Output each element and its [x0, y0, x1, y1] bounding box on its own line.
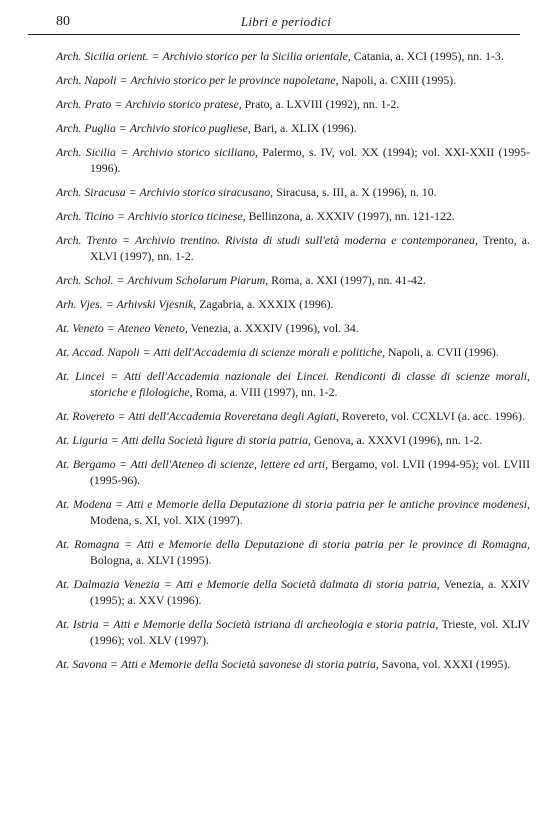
bibliography-entry — [56, 616, 530, 648]
entry-title: Ateneo Veneto, — [117, 321, 188, 335]
entry-title: Atti dell'Accademia Roveretana degli Agiati, — [128, 409, 339, 423]
bibliography-entry — [56, 272, 530, 288]
entry-title: Archivio storico siracusano, — [139, 185, 274, 199]
entry-title: Atti dell'Accademia di scienze morali e politiche, — [153, 345, 386, 359]
entry-publication-details: Napoli, a. CXIII (1995). — [341, 73, 457, 87]
entry-abbreviation: At. Veneto = — [56, 321, 115, 335]
entry-publication-details: Venezia, a. XXXIV (1996), vol. 34. — [190, 321, 359, 335]
bibliography-entry — [56, 576, 530, 608]
bibliography-entry — [56, 72, 530, 88]
entry-publication-details: Rovereto, vol. CCXLVI (a. acc. 1996). — [341, 409, 525, 423]
entry-publication-details: Zagabria, a. XXXIX (1996). — [199, 297, 334, 311]
entry-title: Atti e Memorie della Società dalmata di storia patria, — [176, 577, 440, 591]
entry-abbreviation: Arch. Prato = — [56, 97, 123, 111]
entry-title: Archivio storico ticinese, — [127, 209, 246, 223]
entry-publication-details: Modena, s. XI, vol. XIX (1997). — [90, 513, 243, 527]
bibliography-entry — [56, 184, 530, 200]
bibliography-entry — [56, 536, 530, 568]
bibliography-entry — [56, 96, 530, 112]
bibliography-entry — [56, 368, 530, 400]
bibliography-entry — [56, 208, 530, 224]
entry-abbreviation: Arh. Vjes. = — [56, 297, 114, 311]
entry-abbreviation: Arch. Sicilia orient. = — [56, 49, 160, 63]
bibliography-entry — [56, 496, 530, 528]
entry-title: Archivio storico siciliano, — [132, 145, 258, 159]
abbreviation-list — [56, 48, 530, 680]
entry-abbreviation: At. Bergamo = — [56, 457, 128, 471]
entry-publication-details: Savona, vol. XXXI (1995). — [381, 657, 511, 671]
bibliography-entry — [56, 344, 530, 360]
entry-publication-details: Palermo, s. IV, vol. XX (1994); vol. XXI-XXII (1995-1996). — [90, 145, 531, 175]
entry-abbreviation: Arch. Schol. = — [56, 273, 125, 287]
entry-title: Archivum Scholarum Piarum, — [127, 273, 269, 287]
entry-publication-details: Bergamo, vol. LVII (1994-95); vol. LVIII (1995-96). — [90, 457, 531, 487]
page-number: 80 — [56, 14, 70, 29]
entry-abbreviation: At. Rovereto = — [56, 409, 126, 423]
entry-title: Atti e Memorie della Società istriana di archeologia e storia patria, — [113, 617, 439, 631]
entry-abbreviation: Arch. Ticino = — [56, 209, 125, 223]
running-title: Libri e periodici — [240, 14, 332, 29]
bibliography-entry — [56, 656, 530, 672]
entry-abbreviation: At. Liguria = — [56, 433, 119, 447]
entry-abbreviation: At. Romagna = — [56, 537, 133, 551]
entry-publication-details: Catania, a. XCI (1995), nn. 1-3. — [353, 49, 504, 63]
entry-title: Atti dell'Accademia nazionale dei Lincei. Rendiconti di classe di scienze morali, storiche e filologiche, — [90, 369, 531, 399]
entry-abbreviation: At. Accad. Napoli = — [56, 345, 151, 359]
entry-abbreviation: At. Savona = — [56, 657, 119, 671]
bibliography-entry — [56, 432, 530, 448]
bibliography-entry — [56, 232, 530, 264]
entry-title: Arhivski Vjesnik, — [116, 297, 197, 311]
entry-title: Atti e Memorie della Deputazione di storia patria per le province di Romagna, — [136, 537, 531, 551]
entry-title: Archivio storico pugliese, — [129, 121, 251, 135]
entry-publication-details: Bologna, a. XLVI (1995). — [90, 553, 212, 567]
entry-abbreviation: At. Modena = — [56, 497, 124, 511]
bibliography-entry — [56, 456, 530, 488]
entry-publication-details: Trento, a. XLVI (1997), nn. 1-2. — [90, 233, 530, 263]
entry-title: Atti della Società ligure di storia patria, — [121, 433, 311, 447]
entry-publication-details: Siracusa, s. III, a. X (1996), n. 10. — [276, 185, 437, 199]
entry-abbreviation: Arch. Siracusa = — [56, 185, 137, 199]
entry-abbreviation: Arch. Puglia = — [56, 121, 127, 135]
entry-abbreviation: At. Istria = — [56, 617, 110, 631]
entry-publication-details: Bellinzona, a. XXXIV (1997), nn. 121-122. — [248, 209, 455, 223]
page-header — [56, 0, 516, 30]
bibliography-entry — [56, 296, 530, 312]
entry-publication-details: Genova, a. XXXVI (1996), nn. 1-2. — [313, 433, 483, 447]
entry-abbreviation: At. Dalmazia Venezia = — [56, 577, 172, 591]
entry-title: Archivio storico per la Sicilia orientale, — [162, 49, 351, 63]
entry-publication-details: Roma, a. XXI (1997), nn. 41-42. — [271, 273, 426, 287]
entry-publication-details: Roma, a. VIII (1997), nn. 1-2. — [195, 385, 338, 399]
entry-abbreviation: At. Lincei = — [56, 369, 119, 383]
entry-publication-details: Prato, a. LXVIII (1992), nn. 1-2. — [244, 97, 400, 111]
entry-publication-details: Napoli, a. CVII (1996). — [388, 345, 499, 359]
entry-title: Archivio storico pratese, — [125, 97, 242, 111]
entry-publication-details: Venezia, a. XXIV (1995); a. XXV (1996). — [90, 577, 530, 607]
bibliography-entry — [56, 48, 530, 64]
entry-abbreviation: Arch. Sicilia = — [56, 145, 129, 159]
entry-title: Archivio storico per le province napoletane, — [130, 73, 339, 87]
entry-publication-details: Trieste, vol. XLIV (1996); vol. XLV (1997). — [90, 617, 530, 647]
entry-publication-details: Bari, a. XLIX (1996). — [253, 121, 357, 135]
bibliography-entry — [56, 408, 530, 424]
entry-title: Atti e Memorie della Deputazione di storia patria per le antiche province modenesi, — [126, 497, 531, 511]
entry-abbreviation: Arch. Napoli = — [56, 73, 128, 87]
bibliography-entry — [56, 320, 530, 336]
entry-title: Atti dell'Ateneo di scienze, lettere ed arti, — [130, 457, 329, 471]
entry-title: Atti e Memorie della Società savonese di storia patria, — [120, 657, 379, 671]
entry-abbreviation: Arch. Trento = — [56, 233, 130, 247]
entry-title: Archivio trentino. Rivista di studi sull'età moderna e contemporanea, — [134, 233, 478, 247]
bibliography-entry — [56, 144, 530, 176]
header-rule — [28, 34, 520, 35]
bibliography-entry — [56, 120, 530, 136]
